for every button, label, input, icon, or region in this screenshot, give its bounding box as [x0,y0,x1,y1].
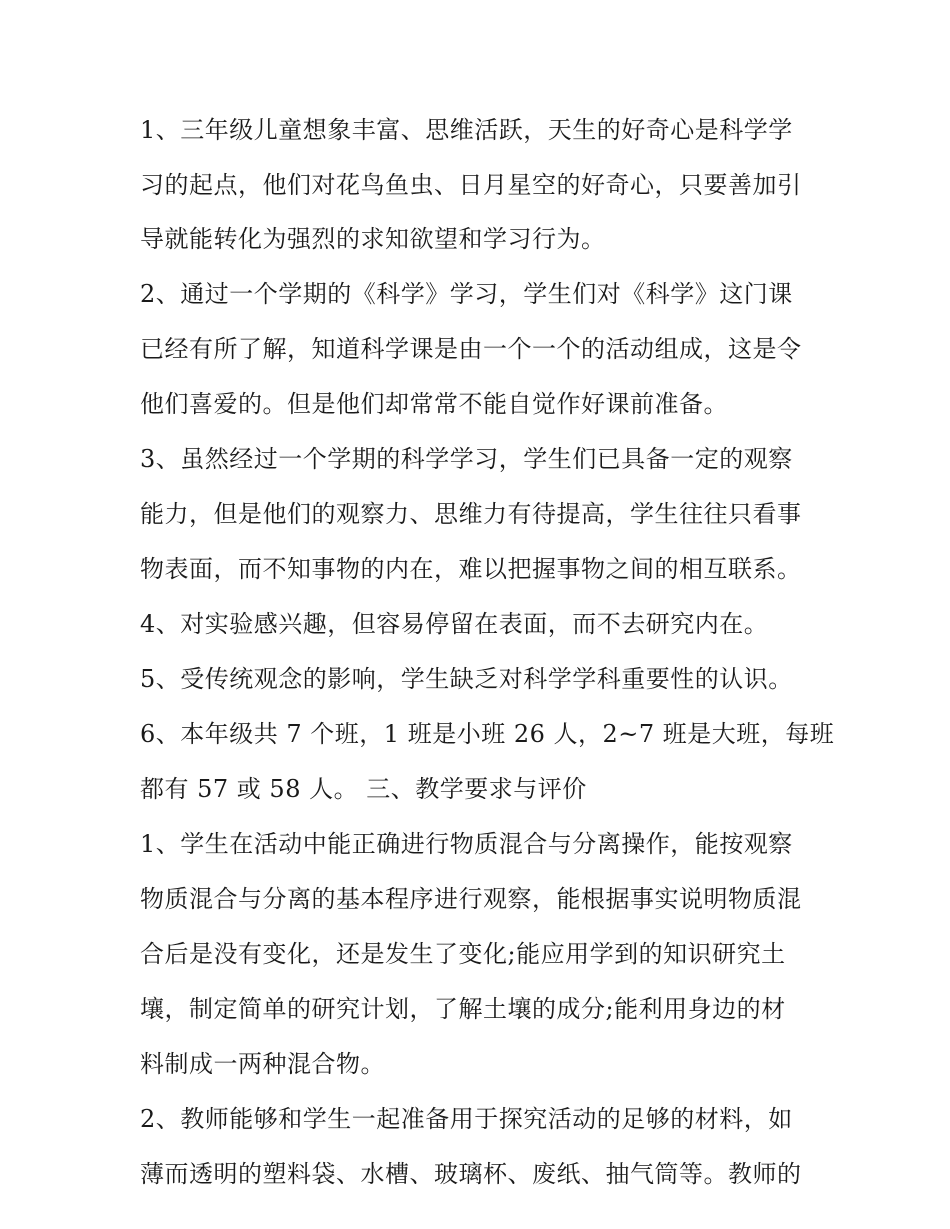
text-line: 1、三年级儿童想象丰富、思维活跃，天生的好奇心是科学学 [140,116,793,144]
text-line: 2、教师能够和学生一起准备用于探究活动的足够的材料，如 [140,1105,793,1133]
text-line: 能力，但是他们的观察力、思维力有待提高，学生往往只看事 [140,500,802,528]
text-line: 5、受传统观念的影响，学生缺乏对科学学科重要性的认识。 [140,665,793,693]
text-line: 6、本年级共 7 个班，1 班是小班 26 人，2~7 班是大班，每班 [140,720,835,748]
text-line: 薄而透明的塑料袋、水槽、玻璃杯、废纸、抽气筒等。教师的 [140,1160,802,1188]
text-line: 料制成一两种混合物。 [140,1050,385,1078]
text-line: 他们喜爱的。但是他们却常常不能自觉作好课前准备。 [140,390,728,418]
text-line: 习的起点，他们对花鸟鱼虫、日月星空的好奇心，只要善加引 [140,171,802,199]
text-line: 物表面，而不知事物的内在，难以把握事物之间的相互联系。 [140,555,802,583]
text-line: 壤，制定简单的研究计划，了解土壤的成分;能利用身边的材 [140,995,786,1023]
text-line: 都有 57 或 58 人。 三、教学要求与评价 [140,775,587,803]
text-line: 导就能转化为强烈的求知欲望和学习行为。 [140,225,606,253]
text-line: 2、通过一个学期的《科学》学习，学生们对《科学》这门课 [140,280,793,308]
text-line: 4、对实验感兴趣，但容易停留在表面，而不去研究内在。 [140,610,769,638]
text-line: 物质混合与分离的基本程序进行观察，能根据事实说明物质混 [140,885,802,913]
text-line: 合后是没有变化，还是发生了变化;能应用学到的知识研究土 [140,940,786,968]
text-line: 3、虽然经过一个学期的科学学习，学生们已具备一定的观察 [140,445,793,473]
text-line: 1、学生在活动中能正确进行物质混合与分离操作，能按观察 [140,830,793,858]
text-line: 已经有所了解，知道科学课是由一个一个的活动组成，这是令 [140,335,802,363]
